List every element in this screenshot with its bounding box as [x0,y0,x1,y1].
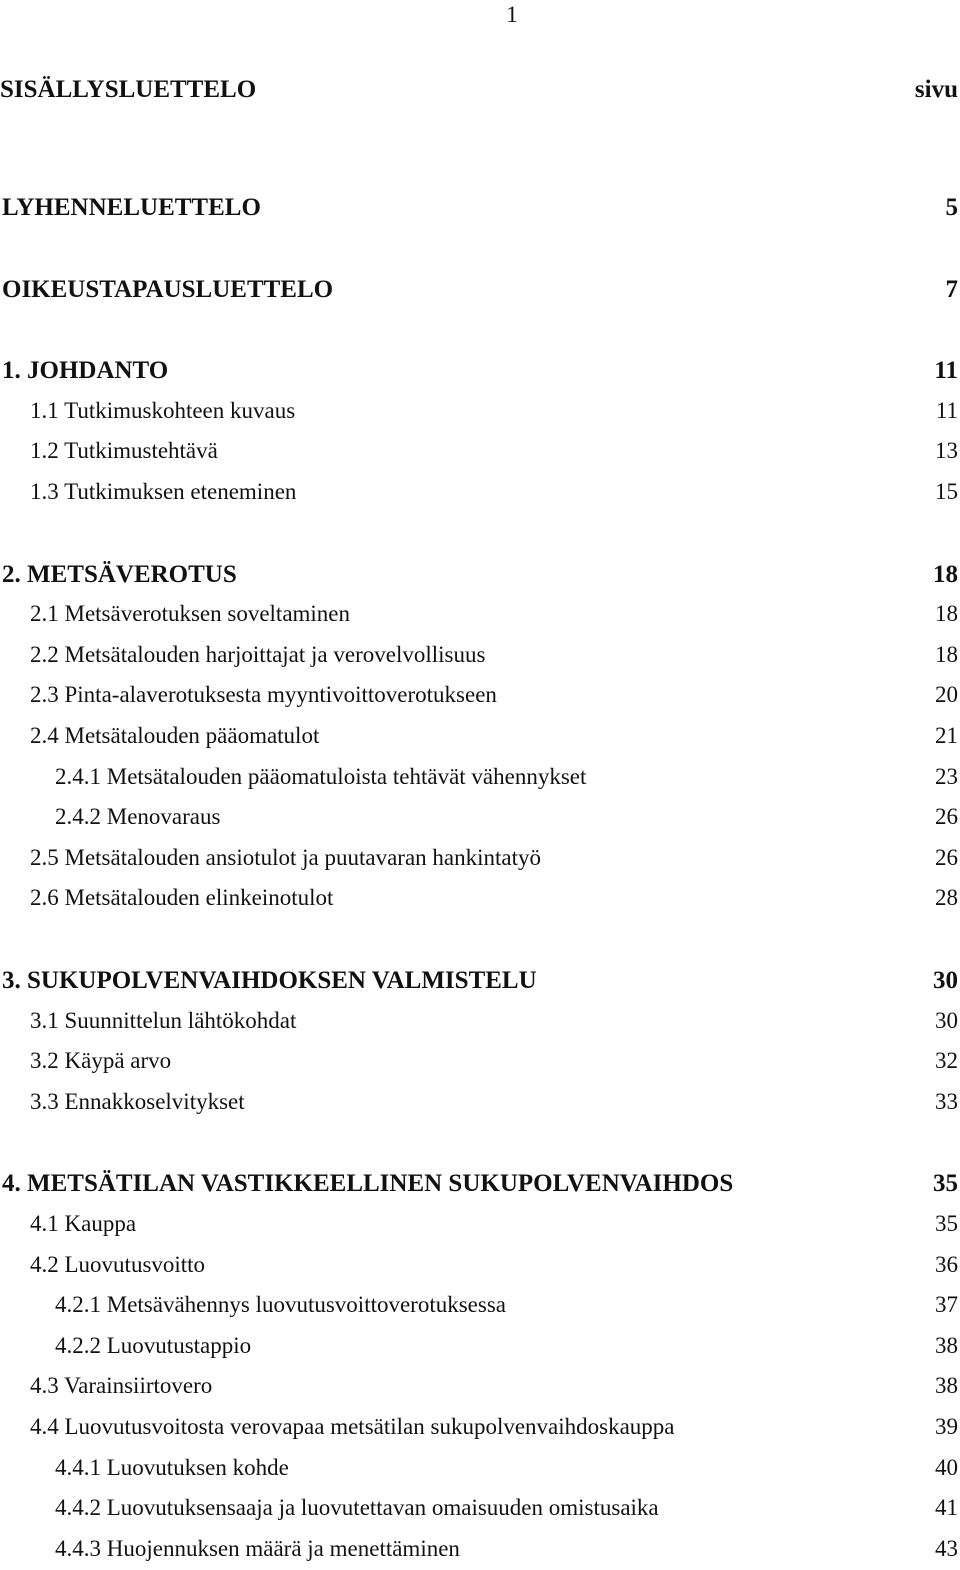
toc-entry[interactable] [0,479,958,513]
toc-entry-page: 11 [934,357,958,385]
toc-entry-title: 1.3 Tutkimuksen eteneminen [30,479,297,504]
toc-entry-page: 15 [935,479,958,504]
page-number: 1 [506,2,518,27]
toc-entry-page: 38 [935,1332,958,1358]
toc-entry-title: 1.2 Tutkimustehtävä [30,438,218,464]
toc-entry-page: 39 [935,1414,958,1439]
toc-entry-title: 3. SUKUPOLVENVAIHDOKSEN VALMISTELU [2,967,537,994]
toc-entry-page: 18 [935,601,958,627]
toc-entry[interactable] [0,194,958,228]
toc-entry-page: 35 [933,1170,958,1198]
toc-entry-title: 4.4.2 Luovutuksensaaja ja luovutettavan omaisuuden omistusaika [55,1495,659,1521]
toc-entry-page: 30 [935,1007,958,1033]
toc-entry-page: 18 [933,560,958,588]
toc-entry-title: 2.4 Metsätalouden pääomatulot [30,723,320,748]
toc-entry[interactable] [0,723,958,757]
toc-entry-title: 2.2 Metsätalouden harjoittajat ja verovelvollisuus [30,641,486,667]
toc-entry[interactable] [0,1089,958,1123]
toc-entry-page: 7 [945,275,958,303]
toc-entry-title: 1. JOHDANTO [2,357,169,385]
toc-entry[interactable] [0,357,958,391]
toc-entry-title: 2. METSÄVEROTUS [2,560,237,588]
toc-entry[interactable] [0,1414,958,1448]
toc-entry-page: 26 [935,844,958,870]
toc-entry[interactable] [0,1211,958,1245]
toc-entry[interactable] [0,561,958,595]
toc-entry[interactable] [0,1252,958,1286]
toc-entry-title: 3.1 Suunnittelun lähtökohdat [30,1007,297,1033]
toc-entry[interactable] [0,438,958,472]
toc-entry-title: 4.2.1 Metsävähennys luovutusvoittoverotuksessa [55,1292,507,1318]
toc-entry[interactable] [0,1495,958,1529]
toc-entry-title: 4.2 Luovutusvoitto [30,1251,206,1277]
toc-title: SISÄLLYSLUETTELO [0,76,257,103]
toc-entry-title: 4.2.2 Luovutustappio [55,1332,252,1358]
toc-entry-title: 2.3 Pinta-alaverotuksesta myyntivoittoverotukseen [30,682,497,708]
toc-entry[interactable] [0,276,958,310]
toc-entry-title: LYHENNELUETTELO [2,194,261,221]
toc-entry-page: 40 [935,1454,958,1480]
toc-entry[interactable] [0,1048,958,1082]
toc-entry-page: 23 [935,763,958,789]
toc-entry-page: 36 [935,1251,958,1277]
toc-entry-page: 33 [935,1088,958,1114]
toc-entry-title: 2.4.1 Metsätalouden pääomatuloista tehtävät vähennykset [55,763,587,789]
toc-entry-title: 4.3 Varainsiirtovero [30,1373,213,1399]
toc-entry-title: 2.6 Metsätalouden elinkeinotulot [30,885,334,911]
toc-entry-title: 1.1 Tutkimuskohteen kuvaus [30,397,296,423]
toc-entry[interactable] [0,601,958,635]
toc-entry-title: 2.5 Metsätalouden ansiotulot ja puutavaran hankintatyö [30,844,541,870]
toc-entry-page: 38 [935,1373,958,1399]
toc-entry[interactable] [0,1008,958,1042]
toc-entry-page: 21 [935,723,958,748]
toc-entry[interactable] [0,398,958,432]
toc-entry-page: 43 [935,1535,958,1561]
toc-entry[interactable] [0,682,958,716]
toc-entry-page: 18 [935,641,958,667]
toc-entry[interactable] [0,804,958,838]
toc-entry-page: 37 [935,1292,958,1318]
toc-entry-page: 30 [933,967,958,994]
toc-entry-title: 4.4.3 Huojennuksen määrä ja menettäminen [55,1535,460,1561]
toc-entry[interactable] [0,1170,958,1204]
toc-entry-page: 5 [945,194,958,221]
toc-entry-title: 2.4.2 Menovaraus [55,804,221,830]
toc-entry-page: 28 [935,885,958,911]
toc-entry[interactable] [0,1333,958,1367]
toc-entry-page: 13 [935,438,958,464]
toc-entry[interactable] [0,764,958,798]
toc-entry[interactable] [0,967,958,1001]
toc-entry[interactable] [0,1292,958,1326]
toc-entry-title: 4. METSÄTILAN VASTIKKEELLINEN SUKUPOLVENVAIHDOS [2,1170,734,1198]
toc-entry[interactable] [0,1455,958,1489]
toc-entry-title: 4.1 Kauppa [30,1211,137,1236]
toc-entry-page: 11 [935,397,958,423]
toc-entry-title: 4.4.1 Luovutuksen kohde [55,1454,289,1480]
toc-entry-page: 32 [935,1048,958,1074]
toc-header [0,76,958,104]
toc-entry-title: 4.4 Luovutusvoitosta verovapaa metsätilan sukupolvenvaihdoskauppa [30,1414,675,1439]
toc-entry[interactable] [0,1373,958,1407]
toc-entry[interactable] [0,642,958,676]
toc-entry-page: 41 [935,1495,958,1521]
toc-entry[interactable] [0,845,958,879]
toc-page-label: sivu [914,76,958,103]
toc-entry-page: 26 [935,804,958,830]
toc-entry-page: 35 [935,1211,958,1236]
toc-entry-title: 3.2 Käypä arvo [30,1048,172,1074]
toc-entry-title: OIKEUSTAPAUSLUETTELO [2,275,334,303]
toc-entry-title: 2.1 Metsäverotuksen soveltaminen [30,601,351,627]
toc-entry[interactable] [0,885,958,919]
toc-entry-page: 20 [935,682,958,708]
toc-entry-title: 3.3 Ennakkoselvitykset [30,1088,245,1114]
